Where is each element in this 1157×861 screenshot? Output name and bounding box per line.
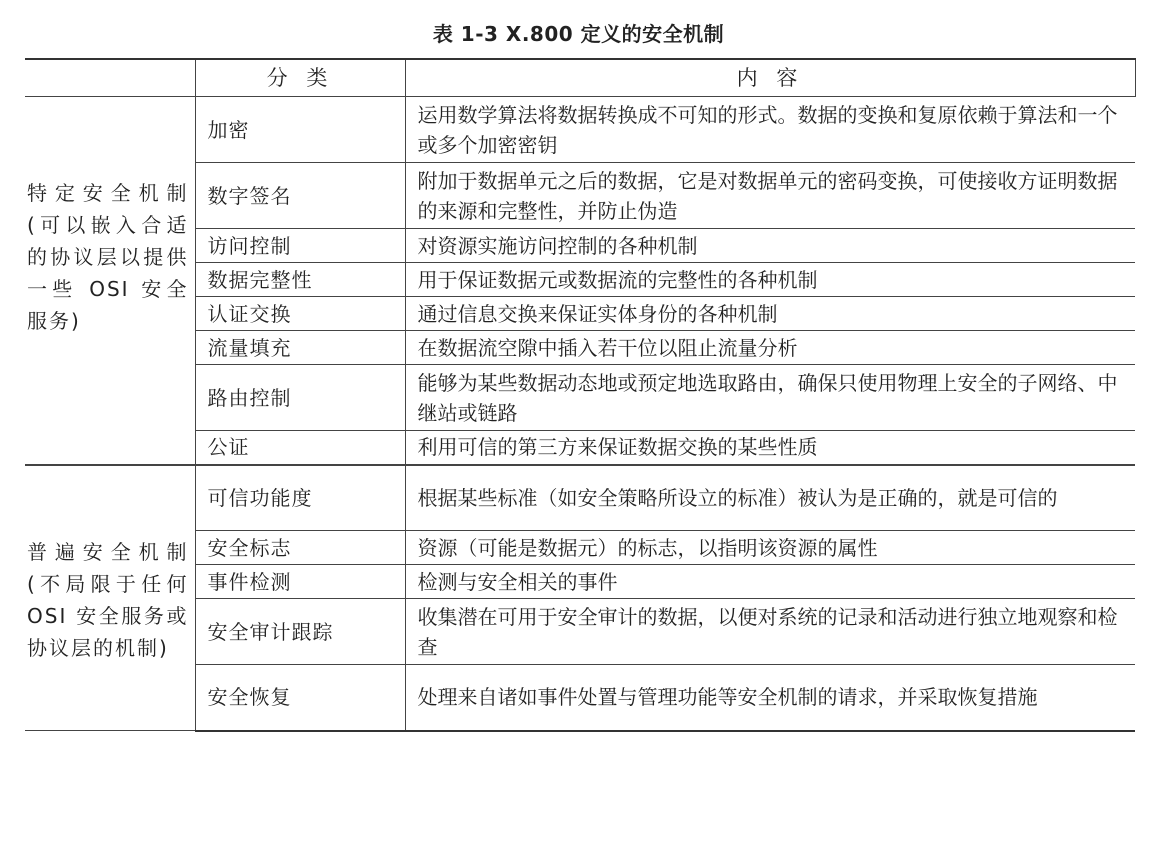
mechanism-desc: 处理来自诸如事件处置与管理功能等安全机制的请求，并采取恢复措施 (405, 665, 1135, 731)
table-row (25, 97, 1135, 163)
header-content: 内 容 (405, 59, 1135, 97)
mechanism-name: 认证交换 (195, 297, 405, 331)
group-label-specific (25, 97, 195, 465)
mechanism-name: 安全恢复 (195, 665, 405, 731)
mechanism-name: 加密 (195, 97, 405, 163)
mechanism-desc: 通过信息交换来保证实体身份的各种机制 (405, 297, 1135, 331)
group-label-text: 普遍安全机制(不局限于任何 OSI 安全服务或协议层的机制) (27, 539, 189, 660)
mechanism-desc: 能够为某些数据动态地或预定地选取路由，确保只使用物理上安全的子网络、中继站或链路 (405, 365, 1135, 431)
mechanism-desc: 资源（可能是数据元）的标志，以指明该资源的属性 (405, 531, 1135, 565)
mechanism-name: 安全标志 (195, 531, 405, 565)
mechanism-desc: 在数据流空隙中插入若干位以阻止流量分析 (405, 331, 1135, 365)
group-label-pervasive (25, 465, 195, 731)
table-caption: 表 1-3 X.800 定义的安全机制 (432, 22, 725, 46)
mechanism-desc: 利用可信的第三方来保证数据交换的某些性质 (405, 431, 1135, 465)
security-mechanisms-table (25, 58, 1136, 732)
group-label-text: 特定安全机制(可以嵌入合适的协议层以提供一些 OSI 安全服务) (27, 181, 189, 333)
mechanism-name: 流量填充 (195, 331, 405, 365)
mechanism-name: 安全审计跟踪 (195, 599, 405, 665)
mechanism-name: 访问控制 (195, 229, 405, 263)
mechanism-name: 路由控制 (195, 365, 405, 431)
mechanism-name: 可信功能度 (195, 465, 405, 531)
mechanism-name: 事件检测 (195, 565, 405, 599)
mechanism-desc: 运用数学算法将数据转换成不可知的形式。数据的变换和复原依赖于算法和一个或多个加密密钥 (405, 97, 1135, 163)
mechanism-name: 数字签名 (195, 163, 405, 229)
mechanism-desc: 用于保证数据元或数据流的完整性的各种机制 (405, 263, 1135, 297)
table-header-row (25, 59, 1135, 97)
mechanism-name: 数据完整性 (195, 263, 405, 297)
header-category: 分 类 (195, 59, 405, 97)
mechanism-desc: 根据某些标准（如安全策略所设立的标准）被认为是正确的，就是可信的 (405, 465, 1135, 531)
mechanism-desc: 收集潜在可用于安全审计的数据，以便对系统的记录和活动进行独立地观察和检查 (405, 599, 1135, 665)
header-group-blank (25, 59, 195, 97)
mechanism-desc: 附加于数据单元之后的数据，它是对数据单元的密码变换，可使接收方证明数据的来源和完整性，并防止伪造 (405, 163, 1135, 229)
mechanism-desc: 对资源实施访问控制的各种机制 (405, 229, 1135, 263)
table-row (25, 465, 1135, 531)
mechanism-name: 公证 (195, 431, 405, 465)
mechanism-desc: 检测与安全相关的事件 (405, 565, 1135, 599)
